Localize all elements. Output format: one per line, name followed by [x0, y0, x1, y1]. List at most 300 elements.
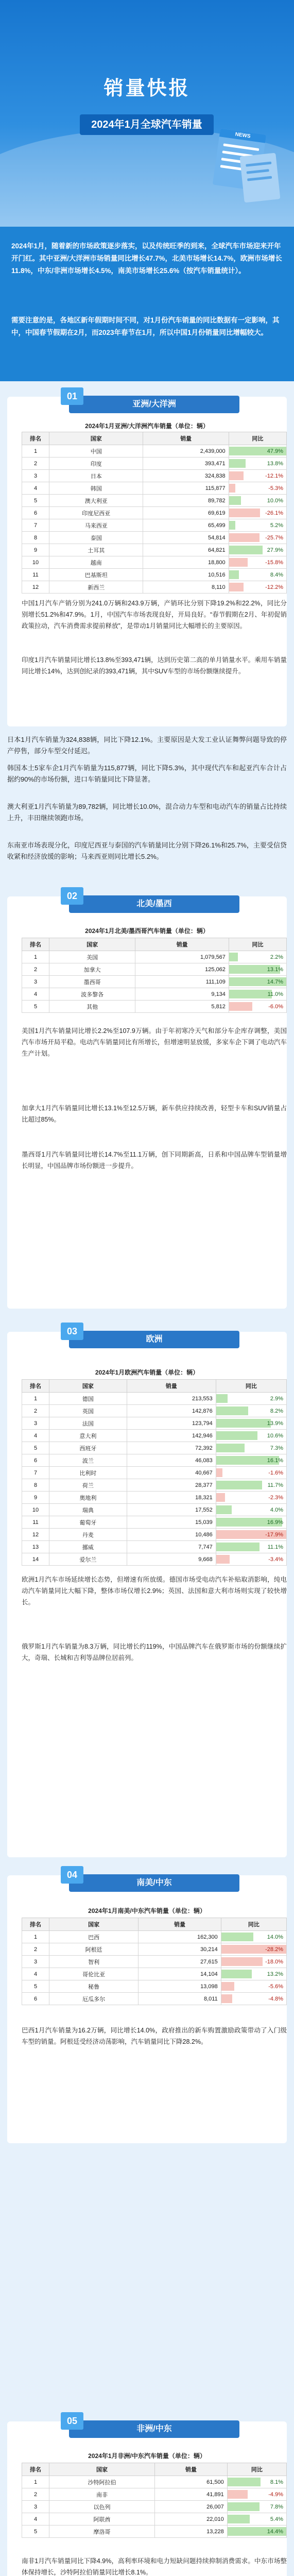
sales-cell: 111,109 [135, 976, 229, 988]
rank-cell: 2 [22, 963, 49, 976]
change-cell [216, 1430, 286, 1442]
section-paragraph: 俄罗斯1月汽车销量为8.3万辆，同比增长约119%，中国品牌汽车在俄罗斯市场的份额继续扩大，奇瑞、长城和吉利等品牌位居前列。 [22, 1643, 287, 1662]
table-row [22, 963, 287, 976]
sales-cell: 9,668 [127, 1553, 216, 1566]
sales-cell: 162,300 [139, 1931, 221, 1943]
rank-cell: 6 [22, 1454, 49, 1467]
change-value: 16.9% [267, 1519, 283, 1526]
table-row [22, 1467, 287, 1479]
section-paragraph: 巴西1月汽车销量为16.2万辆，同比增长14.0%，政府推出的新车购置激励政策带动了入门级车型的销量。阿根廷受经济动荡影响，汽车销量同比下降28.2%。 [22, 2027, 287, 2045]
sales-cell: 54,814 [143, 532, 229, 544]
sales-cell: 10,516 [143, 569, 229, 581]
country-cell: 摩洛哥 [49, 2526, 155, 2538]
rank-cell: 6 [22, 507, 49, 519]
rank-cell: 10 [22, 556, 49, 569]
table-header-row [22, 938, 287, 951]
country-cell: 波多黎各 [49, 988, 135, 1001]
table-row [22, 2488, 287, 2501]
country-cell: 巴西 [49, 1931, 139, 1943]
change-cell [229, 556, 286, 569]
section-paragraph: 加拿大1月汽车销量同比增长13.1%至12.5万辆，新车供应持续改善，轻型卡车和SUV销量占比超过85%。 [22, 1105, 287, 1123]
table-row [22, 470, 287, 482]
sales-table [22, 938, 287, 1013]
table-header-cell: 销量 [127, 1380, 216, 1393]
table-row [22, 1001, 287, 1013]
table-row [22, 1529, 287, 1541]
table-row [22, 1492, 287, 1504]
section-paragraph: 韩国本土5家车企1月汽车销量为115,877辆，同比下降5.3%，其中现代汽车和起亚汽车合计占据约90%的市场份额，进口车销量同比下降显著。 [7, 764, 287, 783]
table-row [22, 2526, 287, 2538]
table-header-cell: 排名 [22, 938, 49, 951]
country-cell: 哥伦比亚 [49, 1968, 139, 1980]
change-cell [229, 482, 286, 495]
rank-cell: 1 [22, 951, 49, 963]
sales-cell: 213,553 [127, 1393, 216, 1405]
change-value: 7.8% [270, 2503, 283, 2510]
section-label: 北美/墨西 [136, 900, 172, 908]
sales-cell: 69,619 [143, 507, 229, 519]
section-ribbon [66, 1326, 239, 1348]
change-cell [229, 963, 286, 976]
table-header-cell: 国家 [49, 2463, 155, 2476]
country-cell: 韩国 [49, 482, 143, 495]
country-cell: 沙特阿拉伯 [49, 2476, 155, 2488]
sales-cell: 65,499 [143, 519, 229, 532]
rank-cell: 2 [22, 457, 49, 470]
change-value: 13.1% [267, 966, 283, 973]
sales-table [22, 432, 287, 594]
sales-cell: 18,800 [143, 556, 229, 569]
rank-cell: 5 [22, 1980, 49, 1993]
section-number: 03 [61, 1323, 83, 1340]
table-row [22, 519, 287, 532]
change-cell [216, 1516, 286, 1529]
section-paragraph: 美国1月汽车销量同比增长2.2%至107.9万辆。由于年初寒冷天气和部分车企库存调整，美国汽车市场开局平稳。电动汽车销量同比有所增长，但增速明显放缓，多家车企下调了电动汽车生产计划。 [22, 1027, 287, 1057]
table-row [22, 1479, 287, 1492]
section-ribbon [66, 2416, 239, 2438]
table-row [22, 1516, 287, 1529]
sales-table [22, 2463, 287, 2538]
section-ribbon [66, 1870, 239, 1892]
sales-cell: 10,486 [127, 1529, 216, 1541]
table-row [22, 976, 287, 988]
country-cell: 厄瓜多尔 [49, 1993, 139, 2005]
intro-panel [0, 227, 294, 381]
rank-cell: 4 [22, 1430, 49, 1442]
change-cell [227, 2526, 286, 2538]
country-cell: 丹麦 [49, 1529, 127, 1541]
sales-cell: 13,098 [139, 1980, 221, 1993]
sales-cell: 72,392 [127, 1442, 216, 1454]
change-value: 13.8% [267, 460, 283, 467]
table-header-cell: 排名 [22, 1380, 49, 1393]
table-row [22, 1393, 287, 1405]
rank-cell: 5 [22, 1001, 49, 1013]
country-cell: 德国 [49, 1393, 127, 1405]
table-header-cell: 国家 [49, 938, 135, 951]
change-cell [229, 532, 286, 544]
table-header-cell: 国家 [49, 432, 143, 445]
table-title: 2024年1月南美/中东汽车销量（单位：辆） [88, 1907, 206, 1914]
change-value: -28.2% [265, 1946, 283, 1953]
sales-cell: 123,794 [127, 1417, 216, 1430]
table-title: 2024年1月欧洲汽车销量（单位：辆） [95, 1369, 199, 1376]
section-paragraph: 日本1月汽车销量为324,838辆，同比下降12.1%。主要原因是大发工业认证舞弊问题导致的停产停售，部分车型交付延迟。 [7, 736, 287, 755]
sales-cell: 1,079,567 [135, 951, 229, 963]
sales-table [22, 1918, 287, 2005]
change-cell [229, 976, 286, 988]
sales-cell: 142,946 [127, 1430, 216, 1442]
country-cell: 以色列 [49, 2501, 155, 2513]
table-row [22, 1956, 287, 1968]
change-cell [216, 1504, 286, 1516]
change-cell [229, 1001, 286, 1013]
country-cell: 澳大利亚 [49, 495, 143, 507]
rank-cell: 1 [22, 445, 49, 457]
change-cell [229, 569, 286, 581]
change-value: 14.0% [267, 1934, 283, 1940]
rank-cell: 4 [22, 1968, 49, 1980]
intro-paragraph-2: 需要注意的是，各地区新年假期时间不同，对1月份汽车销量的同比数据有一定影响，其中，中国春节假期在2月，而2023年春节在1月，所以中国1月份销量同比增幅较大。 [11, 316, 280, 336]
country-cell: 印度 [49, 457, 143, 470]
section-paragraph: 墨西哥1月汽车销量同比增长14.7%至11.1万辆，创下同期新高，日系和中国品牌车型销量增长明显，中国品牌市场份额进一步提升。 [22, 1151, 287, 1170]
change-value: -25.7% [265, 534, 283, 541]
country-cell: 瑞典 [49, 1504, 127, 1516]
table-row [22, 1980, 287, 1993]
sales-cell: 393,471 [143, 457, 229, 470]
table-row [22, 951, 287, 963]
change-cell [216, 1479, 286, 1492]
country-cell: 荷兰 [49, 1479, 127, 1492]
sales-cell: 8,011 [139, 1993, 221, 2005]
sales-cell: 9,134 [135, 988, 229, 1001]
table-row [22, 1417, 287, 1430]
change-cell [221, 1943, 286, 1956]
rank-cell: 9 [22, 1492, 49, 1504]
country-cell: 波兰 [49, 1454, 127, 1467]
change-cell [229, 507, 286, 519]
section-europe [7, 1326, 287, 1857]
table-header-cell: 同比 [221, 1918, 286, 1931]
sales-cell: 7,747 [127, 1541, 216, 1553]
sales-cell: 40,667 [127, 1467, 216, 1479]
section-south-america [7, 1870, 287, 2143]
change-value: 11.0% [267, 991, 283, 997]
rank-cell: 3 [22, 1956, 49, 1968]
change-value: -4.9% [268, 2491, 283, 2498]
change-value: 14.7% [267, 978, 283, 985]
table-header-cell: 排名 [22, 1918, 49, 1931]
table-row [22, 1943, 287, 1956]
table-row [22, 1993, 287, 2005]
table-row [22, 1504, 287, 1516]
sales-cell: 41,891 [155, 2488, 228, 2501]
change-value: -5.6% [268, 1983, 283, 1990]
sales-cell: 61,500 [155, 2476, 228, 2488]
table-header-cell: 销量 [155, 2463, 228, 2476]
table-row [22, 581, 287, 594]
change-cell [221, 1993, 286, 2005]
table-row [22, 1454, 287, 1467]
change-cell [216, 1541, 286, 1553]
change-cell [216, 1405, 286, 1417]
change-value: -6.0% [268, 1003, 283, 1010]
country-cell: 印度尼西亚 [49, 507, 143, 519]
section-label: 非洲/中东 [136, 2425, 172, 2433]
change-value: 27.9% [267, 547, 283, 553]
change-cell [229, 951, 286, 963]
section-middle-east-africa [7, 2416, 287, 2576]
sales-cell: 8,110 [143, 581, 229, 594]
sales-cell: 5,812 [135, 1001, 229, 1013]
table-row [22, 532, 287, 544]
sales-cell: 324,838 [143, 470, 229, 482]
rank-cell: 11 [22, 569, 49, 581]
change-value: 13.9% [267, 1420, 283, 1427]
change-value: 8.2% [270, 1408, 283, 1414]
sales-cell: 15,039 [127, 1516, 216, 1529]
table-header-cell: 同比 [216, 1380, 286, 1393]
change-cell [229, 470, 286, 482]
sales-cell: 18,321 [127, 1492, 216, 1504]
country-cell: 葡萄牙 [49, 1516, 127, 1529]
change-value: 7.3% [270, 1445, 283, 1451]
rank-cell: 9 [22, 544, 49, 556]
rank-cell: 7 [22, 1467, 49, 1479]
country-cell: 其他 [49, 1001, 135, 1013]
country-cell: 西班牙 [49, 1442, 127, 1454]
country-cell: 加拿大 [49, 963, 135, 976]
country-cell: 挪威 [49, 1541, 127, 1553]
change-cell [216, 1454, 286, 1467]
table-row [22, 445, 287, 457]
country-cell: 阿联酋 [49, 2513, 155, 2526]
country-cell: 马来西亚 [49, 519, 143, 532]
change-value: -15.8% [265, 559, 283, 566]
country-cell: 美国 [49, 951, 135, 963]
table-row [22, 544, 287, 556]
rank-cell: 2 [22, 2488, 49, 2501]
hero-banner [0, 0, 294, 227]
country-cell: 日本 [49, 470, 143, 482]
section-paragraph: 中国1月汽车产销分别为241.0万辆和243.9万辆，产销环比分别下降19.2%和22.2%，同比分别增长51.2%和47.9%。1月，中国汽车市场表现良好，开局良好。“春节假期在2月、年初促销政策拉动，汽车消费需求提前释放”，是带动1月销量同比大幅增长的主要原因。 [22, 600, 287, 630]
document-icon [239, 153, 280, 203]
change-value: 16.1% [267, 1457, 283, 1464]
change-cell [229, 519, 286, 532]
country-cell: 土耳其 [49, 544, 143, 556]
country-cell: 奥地利 [49, 1492, 127, 1504]
section-label: 欧洲 [146, 1335, 163, 1344]
rank-cell: 5 [22, 1442, 49, 1454]
sales-cell: 27,615 [139, 1956, 221, 1968]
country-cell: 阿根廷 [49, 1943, 139, 1956]
change-cell [221, 1968, 286, 1980]
table-row [22, 556, 287, 569]
section-number: 02 [61, 887, 83, 905]
change-value: -5.3% [268, 485, 283, 492]
table-header-cell: 销量 [135, 938, 229, 951]
change-cell [216, 1467, 286, 1479]
rank-cell: 10 [22, 1504, 49, 1516]
table-title: 2024年1月非洲/中东汽车销量（单位：辆） [88, 2452, 206, 2460]
change-value: 4.0% [270, 1506, 283, 1513]
change-value: 47.9% [267, 448, 283, 454]
change-cell [227, 2476, 286, 2488]
section-paragraph: 欧洲1月汽车市场延续增长态势，但增速有所放缓。德国市场受电动汽车补贴取消影响，纯电动汽车销量同比大幅下降，整体市场仅增长2.9%；英国、法国和意大利市场则实现了较快增长。 [22, 1576, 287, 1606]
rank-cell: 14 [22, 1553, 49, 1566]
country-cell: 越南 [49, 556, 143, 569]
intro-paragraph-1: 2024年1月，随着新的市场政策逐步落实，以及传统旺季的到来，全球汽车市场迎来开年开门红。其中亚洲/大洋洲市场销量同比增长47.7%，北美市场增长14.7%，欧洲市场增长11.8%，中东/非洲市场增长4.5%，南美市场增长25.6%（按汽车销量统计）。 [11, 242, 282, 275]
sales-cell: 22,010 [155, 2513, 228, 2526]
change-value: 8.4% [270, 571, 283, 578]
table-header-row [22, 1918, 287, 1931]
table-header-row [22, 432, 287, 445]
country-cell: 英国 [49, 1405, 127, 1417]
change-cell [216, 1442, 286, 1454]
change-cell [216, 1529, 286, 1541]
change-cell [216, 1492, 286, 1504]
rank-cell: 2 [22, 1943, 49, 1956]
section-paragraph: 南非1月汽车销量同比下降4.9%，高利率环境和电力短缺问题持续抑制消费需求。中东市场整体保持增长，沙特阿拉伯销量同比增长8.1%。 [22, 2557, 287, 2576]
change-value: 14.4% [267, 2528, 283, 2535]
table-header-cell: 同比 [229, 432, 286, 445]
rank-cell: 4 [22, 988, 49, 1001]
change-value: -3.4% [268, 1556, 283, 1563]
sales-cell: 13,228 [155, 2526, 228, 2538]
rank-cell: 3 [22, 2501, 49, 2513]
sales-cell: 89,782 [143, 495, 229, 507]
table-row [22, 1968, 287, 1980]
change-value: -12.2% [265, 584, 283, 590]
section-north-america [7, 891, 287, 1309]
change-value: 11.1% [267, 1544, 283, 1550]
page-title: 销量快报 [103, 78, 191, 99]
sales-cell: 46,083 [127, 1454, 216, 1467]
table-header-cell: 排名 [22, 2463, 49, 2476]
section-paragraph: 东南亚市场表现分化，印度尼西亚与泰国的汽车销量同比分别下降26.1%和25.7%，主要受信贷收紧和经济放缓的影响；马来西亚则同比增长5.2%。 [7, 841, 287, 860]
rank-cell: 12 [22, 1529, 49, 1541]
table-row [22, 1541, 287, 1553]
change-value: -4.8% [268, 1995, 283, 2002]
sales-cell: 142,876 [127, 1405, 216, 1417]
rank-cell: 1 [22, 2476, 49, 2488]
change-value: 13.2% [267, 1971, 283, 1977]
section-ribbon [66, 391, 239, 413]
change-cell [227, 2488, 286, 2501]
section-number: 01 [61, 387, 83, 405]
rank-cell: 3 [22, 470, 49, 482]
change-cell [227, 2501, 286, 2513]
table-row [22, 1553, 287, 1566]
table-row [22, 2501, 287, 2513]
change-cell [229, 445, 286, 457]
table-header-row [22, 1380, 287, 1393]
table-header-row [22, 2463, 287, 2476]
news-tag: NEWS [219, 128, 266, 143]
change-value: 2.9% [270, 1395, 283, 1402]
sales-cell: 115,877 [143, 482, 229, 495]
change-value: 11.7% [267, 1482, 283, 1488]
sales-cell: 2,439,000 [143, 445, 229, 457]
change-value: 2.2% [270, 954, 283, 960]
change-value: -17.9% [265, 1531, 283, 1538]
country-cell: 墨西哥 [49, 976, 135, 988]
rank-cell: 13 [22, 1541, 49, 1553]
table-header-cell: 销量 [143, 432, 229, 445]
change-value: 5.4% [270, 2516, 283, 2522]
sales-table [22, 1379, 287, 1566]
table-title: 2024年1月北美/墨西哥汽车销量（单位：辆） [85, 927, 209, 935]
change-value: -12.1% [265, 472, 283, 479]
section-paragraph: 印度1月汽车销量同比增长13.8%至393,471辆，达到历史第二高的单月销量水平。乘用车销量同比增长14%，达到创纪录的393,471辆，其中SUV车型的市场份额继续提升。 [22, 656, 287, 675]
country-cell: 法国 [49, 1417, 127, 1430]
change-value: 10.6% [267, 1432, 283, 1439]
change-cell [216, 1553, 286, 1566]
change-cell [221, 1931, 286, 1943]
country-cell: 意大利 [49, 1430, 127, 1442]
change-value: 8.1% [270, 2479, 283, 2485]
sales-cell: 26,007 [155, 2501, 228, 2513]
change-value: 5.2% [270, 522, 283, 529]
rank-cell: 12 [22, 581, 49, 594]
section-asia [7, 391, 287, 726]
country-cell: 中国 [49, 445, 143, 457]
table-row [22, 1405, 287, 1417]
table-title: 2024年1月亚洲/大洋洲汽车销量（单位：辆） [85, 422, 209, 430]
change-value: -26.1% [265, 510, 283, 516]
page-subtitle: 2024年1月全球汽车销量 [80, 114, 214, 135]
change-cell [227, 2513, 286, 2526]
change-value: -18.0% [265, 1958, 283, 1965]
country-cell: 巴基斯坦 [49, 569, 143, 581]
sales-cell: 125,062 [135, 963, 229, 976]
rank-cell: 1 [22, 1393, 49, 1405]
table-row [22, 2476, 287, 2488]
sales-cell: 28,377 [127, 1479, 216, 1492]
change-cell [216, 1417, 286, 1430]
change-cell [221, 1956, 286, 1968]
table-row [22, 482, 287, 495]
table-header-cell: 国家 [49, 1380, 127, 1393]
table-row [22, 457, 287, 470]
change-cell [229, 457, 286, 470]
country-cell: 泰国 [49, 532, 143, 544]
country-cell: 南非 [49, 2488, 155, 2501]
country-cell: 比利时 [49, 1467, 127, 1479]
table-row [22, 507, 287, 519]
section-label: 亚洲/大洋洲 [132, 400, 176, 409]
change-value: -2.3% [268, 1494, 283, 1501]
table-row [22, 1442, 287, 1454]
rank-cell: 2 [22, 1405, 49, 1417]
table-header-cell: 排名 [22, 432, 49, 445]
change-cell [229, 495, 286, 507]
table-row [22, 1931, 287, 1943]
change-cell [221, 1980, 286, 1993]
rank-cell: 3 [22, 976, 49, 988]
rank-cell: 3 [22, 1417, 49, 1430]
section-number: 05 [61, 2412, 83, 2430]
change-cell [229, 581, 286, 594]
rank-cell: 4 [22, 2513, 49, 2526]
sales-cell: 30,214 [139, 1943, 221, 1956]
table-row [22, 988, 287, 1001]
table-row [22, 2513, 287, 2526]
change-value: 10.0% [267, 497, 283, 504]
change-cell [216, 1393, 286, 1405]
country-cell: 智利 [49, 1956, 139, 1968]
section-label: 南美/中东 [136, 1878, 172, 1887]
